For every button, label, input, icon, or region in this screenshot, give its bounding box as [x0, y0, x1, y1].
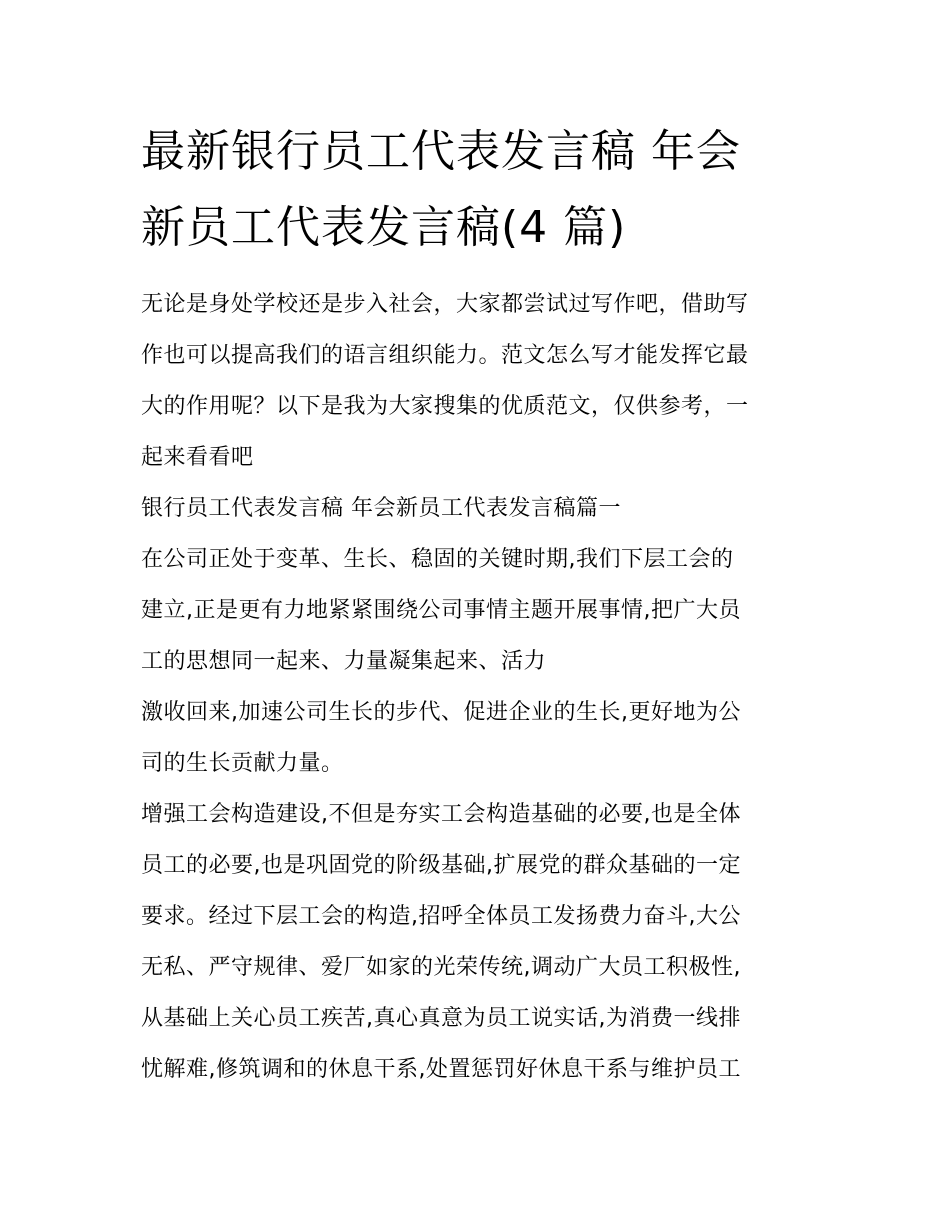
text-line: 要求。经过下层工会的构造,招呼全体员工发扬费力奋斗,大公: [141, 904, 741, 929]
text-line: 员工的必要,也是巩固党的阶级基础,扩展党的群众基础的一定: [141, 853, 741, 878]
title-line-1: 最新银行员工代表发言稿 年会: [141, 126, 741, 177]
text-line: 忧解难,修筑调和的休息干系,处置惩罚好休息干系与维护员工: [141, 1057, 741, 1082]
document-title: [141, 114, 821, 266]
text-line: 作也可以提高我们的语言组织能力。范文怎么写才能发挥它最: [141, 343, 749, 368]
section-heading: 银行员工代表发言稿 年会新员工代表发言稿篇一: [141, 496, 621, 521]
text-line: 在公司正处于变革、生长、稳固的关键时期,我们下层工会的: [141, 547, 734, 572]
text-line: 起来看看吧: [141, 445, 254, 470]
text-line: 大的作用呢？以下是我为大家搜集的优质范文，仅供参考，一: [141, 394, 749, 419]
text-line: 无私、严守规律、爱厂如家的光荣传统,调动广大员工积极性,: [141, 955, 741, 980]
document-body: [141, 279, 821, 1095]
text-line: 无论是身处学校还是步入社会，大家都尝试过写作吧，借助写: [141, 292, 749, 317]
title-line-2: 新员工代表发言稿(4 篇): [141, 202, 627, 253]
text-line: 增强工会构造建设,不但是夯实工会构造基础的必要,也是全体: [141, 802, 741, 827]
text-line: 激收回来,加速公司生长的步代、促进企业的生长,更好地为公: [141, 700, 741, 725]
text-line: 工的思想同一起来、力量凝集起来、活力: [141, 649, 547, 674]
text-line: 司的生长贡献力量。: [141, 751, 344, 776]
text-line: 建立,正是更有力地紧紧围绕公司事情主题开展事情,把广大员: [141, 598, 741, 623]
text-line: 从基础上关心员工疾苦,真心真意为员工说实话,为消费一线排: [141, 1006, 741, 1031]
